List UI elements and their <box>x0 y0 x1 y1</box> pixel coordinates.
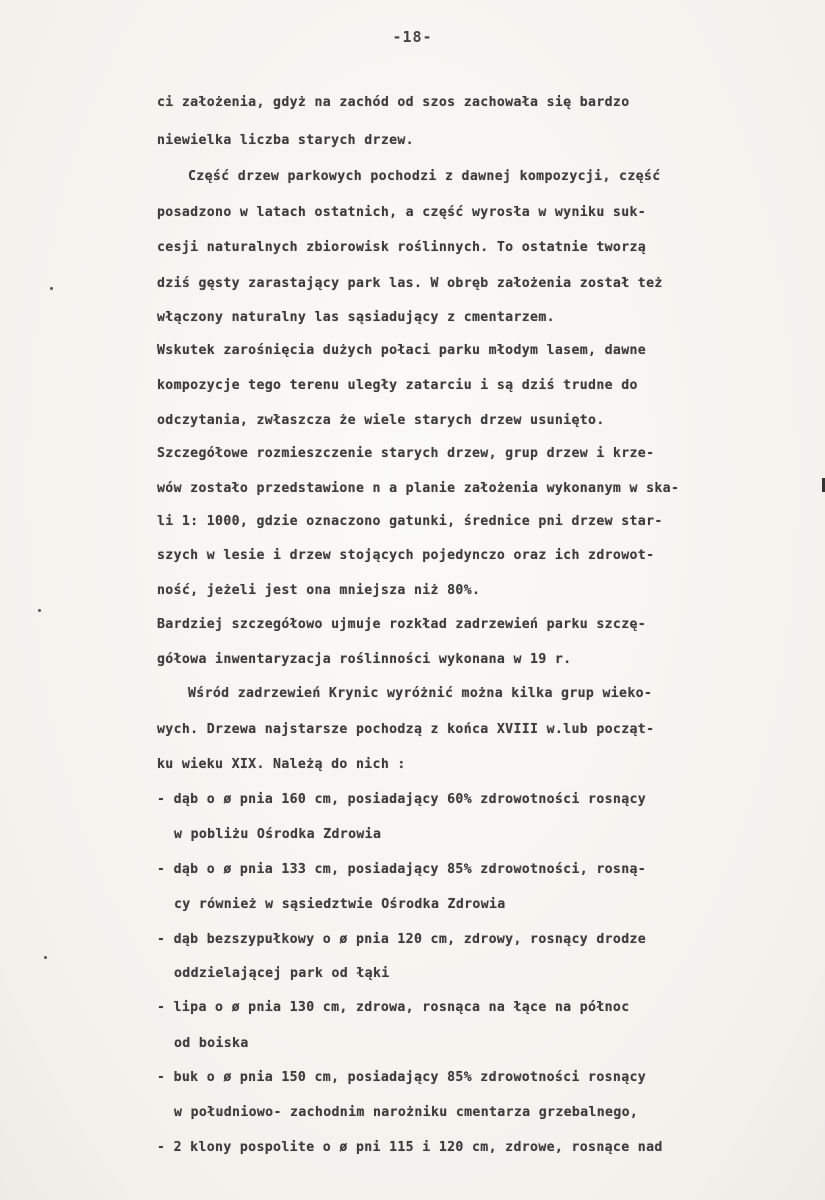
list-item-continuation: w pobliżu Ośrodka Zdrowia <box>174 827 382 842</box>
text-line: Wśród zadrzewień Krynic wyróżnić można kilka grup wieko- <box>188 686 653 701</box>
list-item: - lipa o ø pnia 130 cm, zdrowa, rosnąca na łące na północ <box>157 1000 630 1015</box>
list-item: - dąb o ø pnia 133 cm, posiadający 85% zdrowotności, rosną- <box>157 862 647 877</box>
text-line: gółowa inwentaryzacja roślinności wykonana w 19 r. <box>157 652 572 667</box>
scan-speck <box>38 609 41 612</box>
scan-speck <box>50 287 53 290</box>
page-number: -18- <box>392 28 433 46</box>
text-line: li 1: 1000, gdzie oznaczono gatunki, średnice pni drzew star- <box>157 514 663 529</box>
text-line: posadzono w latach ostatnich, a część wyrosła w wyniku suk- <box>157 205 647 220</box>
text-line: cesji naturalnych zbiorowisk roślinnych. To ostatnie tworzą <box>157 240 647 255</box>
text-line: Szczegółowe rozmieszczenie starych drzew, grup drzew i krze- <box>157 446 655 461</box>
list-item-continuation: w południowo- zachodnim narożniku cmentarza grzebalnego, <box>174 1105 639 1120</box>
list-item: - dąb bezszypułkowy o ø pnia 120 cm, zdrowy, rosnący drodze <box>157 932 647 947</box>
list-item-continuation: od boiska <box>174 1036 249 1051</box>
text-line: ność, jeżeli jest ona mniejsza niż 80%. <box>157 583 481 598</box>
text-line: wów zostało przedstawione n a planie założenia wykonanym w ska- <box>157 481 680 496</box>
list-item: - 2 klony pospolite o ø pni 115 i 120 cm, zdrowe, rosnące nad <box>157 1140 663 1155</box>
text-line: odczytania, zwłaszcza że wiele starych drzew usunięto. <box>157 413 605 428</box>
text-line: Część drzew parkowych pochodzi z dawnej kompozycji, część <box>188 169 661 184</box>
text-line: szych w lesie i drzew stojących pojedynczo oraz ich zdrowot- <box>157 548 655 563</box>
list-item-continuation: cy również w sąsiedztwie Ośrodka Zdrowia <box>174 897 506 912</box>
list-item: - buk o ø pnia 150 cm, posiadający 85% zdrowotności rosnący <box>157 1070 647 1085</box>
text-line: włączony naturalny las sąsiadujący z cmentarzem. <box>157 310 555 325</box>
list-item: - dąb o ø pnia 160 cm, posiadający 60% zdrowotności rosnący <box>157 792 647 807</box>
text-line: niewielka liczba starych drzew. <box>157 133 414 148</box>
text-line: Wskutek zarośnięcia dużych połaci parku młodym lasem, dawne <box>157 343 647 358</box>
text-line: Bardziej szczegółowo ujmuje rozkład zadrzewień parku szczę- <box>157 617 647 632</box>
text-line: dziś gęsty zarastający park las. W obręb założenia został też <box>157 276 663 291</box>
list-item-continuation: oddzielającej park od łąki <box>174 966 390 981</box>
text-line: ci założenia, gdyż na zachód od szos zachowała się bardzo <box>157 95 630 110</box>
text-line: kompozycje tego terenu uległy zatarciu i są dziś trudne do <box>157 378 638 393</box>
text-line: wych. Drzewa najstarsze pochodzą z końca XVIII w.lub począt- <box>157 722 655 737</box>
text-line: ku wieku XIX. Należą do nich : <box>157 757 406 772</box>
scan-speck <box>44 956 47 959</box>
